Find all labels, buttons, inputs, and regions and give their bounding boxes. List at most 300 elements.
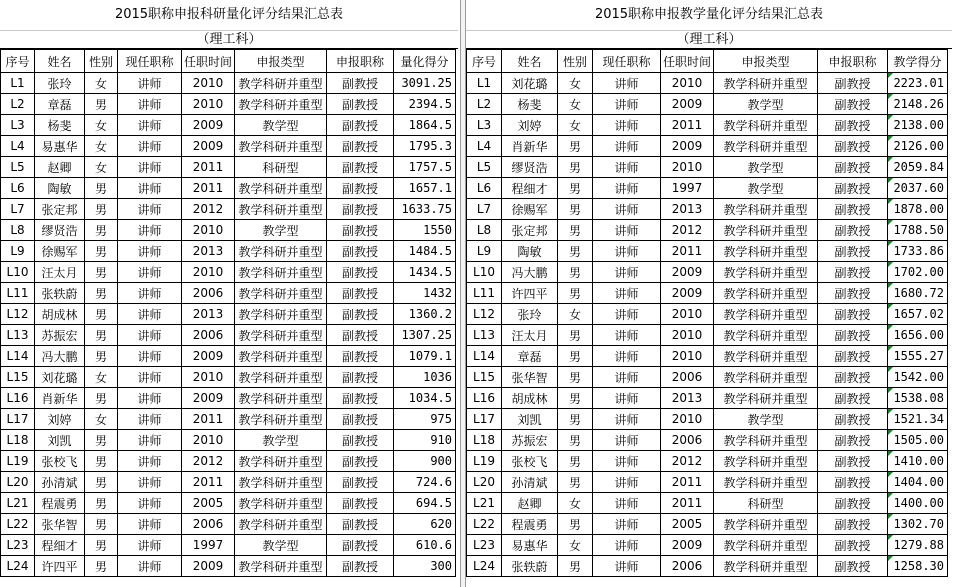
research-cell-application-type: 教学科研并重型 (235, 178, 327, 199)
research-table-row (1, 409, 456, 430)
teaching-cell-name: 许四平 (502, 283, 558, 304)
teaching-cell-current-title: 讲师 (593, 388, 661, 409)
research-header-seq: 序号 (1, 50, 35, 73)
research-cell-score: 1434.5 (394, 262, 456, 283)
research-cell-score: 1360.2 (394, 304, 456, 325)
teaching-table-row (467, 178, 948, 199)
teaching-cell-name: 刘婷 (502, 115, 558, 136)
research-cell-name: 缪贤浩 (35, 220, 85, 241)
teaching-cell-current-title: 讲师 (593, 367, 661, 388)
teaching-cell-seq: L23 (467, 535, 502, 556)
teaching-table-row (467, 94, 948, 115)
teaching-cell-applied-title: 副教授 (818, 199, 888, 220)
teaching-cell-score (888, 325, 948, 346)
research-cell-gender: 女 (85, 136, 118, 157)
teaching-cell-tenure-year: 2010 (661, 325, 714, 346)
research-cell-current-title: 讲师 (118, 199, 182, 220)
research-score-sheet (0, 0, 458, 577)
teaching-cell-gender: 男 (558, 199, 593, 220)
teaching-cell-seq: L17 (467, 409, 502, 430)
teaching-cell-current-title: 讲师 (593, 451, 661, 472)
teaching-cell-applied-title: 副教授 (818, 304, 888, 325)
teaching-cell-tenure-year: 2011 (661, 493, 714, 514)
number-as-text-indicator-icon (888, 178, 893, 183)
research-cell-gender: 男 (85, 283, 118, 304)
teaching-cell-score (888, 367, 948, 388)
teaching-cell-applied-title: 副教授 (818, 73, 888, 94)
research-cell-gender: 男 (85, 304, 118, 325)
teaching-cell-application-type: 教学型 (714, 157, 818, 178)
teaching-cell-name: 苏振宏 (502, 430, 558, 451)
teaching-cell-score (888, 409, 948, 430)
teaching-score-value: 1657.02 (893, 307, 945, 321)
teaching-cell-score (888, 304, 948, 325)
teaching-cell-gender: 男 (558, 556, 593, 577)
research-cell-gender: 男 (85, 220, 118, 241)
research-cell-applied-title: 副教授 (327, 115, 394, 136)
research-cell-applied-title: 副教授 (327, 199, 394, 220)
research-cell-applied-title: 副教授 (327, 388, 394, 409)
research-cell-seq: L6 (1, 178, 35, 199)
teaching-table-title: 2015职称申报教学量化评分结果汇总表 (466, 0, 952, 31)
teaching-score-value: 1302.70 (893, 517, 945, 531)
research-cell-current-title: 讲师 (118, 409, 182, 430)
teaching-cell-applied-title: 副教授 (818, 136, 888, 157)
teaching-cell-applied-title: 副教授 (818, 388, 888, 409)
research-cell-applied-title: 副教授 (327, 325, 394, 346)
teaching-cell-gender: 男 (558, 472, 593, 493)
research-cell-seq: L13 (1, 325, 35, 346)
teaching-cell-applied-title: 副教授 (818, 493, 888, 514)
teaching-score-value: 1521.34 (893, 412, 945, 426)
teaching-cell-gender: 男 (558, 157, 593, 178)
teaching-cell-seq: L16 (467, 388, 502, 409)
teaching-cell-current-title: 讲师 (593, 241, 661, 262)
teaching-cell-seq: L21 (467, 493, 502, 514)
research-table-row (1, 220, 456, 241)
research-table-row (1, 325, 456, 346)
research-cell-tenure-year: 2010 (182, 94, 235, 115)
research-cell-tenure-year: 2005 (182, 493, 235, 514)
teaching-cell-seq: L24 (467, 556, 502, 577)
number-as-text-indicator-icon (888, 94, 893, 99)
teaching-cell-current-title: 讲师 (593, 136, 661, 157)
teaching-cell-tenure-year: 2011 (661, 241, 714, 262)
teaching-cell-applied-title: 副教授 (818, 157, 888, 178)
teaching-cell-application-type: 教学科研并重型 (714, 199, 818, 220)
teaching-cell-applied-title: 副教授 (818, 514, 888, 535)
teaching-table-row (467, 241, 948, 262)
teaching-cell-score (888, 136, 948, 157)
teaching-cell-application-type: 教学科研并重型 (714, 304, 818, 325)
research-cell-seq: L24 (1, 556, 35, 577)
research-cell-application-type: 教学科研并重型 (235, 136, 327, 157)
number-as-text-indicator-icon (888, 430, 893, 435)
research-cell-applied-title: 副教授 (327, 493, 394, 514)
number-as-text-indicator-icon (888, 409, 893, 414)
teaching-cell-name: 胡成林 (502, 388, 558, 409)
research-cell-seq: L16 (1, 388, 35, 409)
teaching-cell-applied-title: 副教授 (818, 220, 888, 241)
research-cell-seq: L14 (1, 346, 35, 367)
research-cell-score: 1795.3 (394, 136, 456, 157)
research-cell-gender: 男 (85, 94, 118, 115)
research-cell-gender: 男 (85, 346, 118, 367)
research-cell-application-type: 教学科研并重型 (235, 325, 327, 346)
teaching-score-value: 1656.00 (893, 328, 945, 342)
research-cell-score: 910 (394, 430, 456, 451)
research-table-row (1, 514, 456, 535)
research-cell-name: 刘花璐 (35, 367, 85, 388)
number-as-text-indicator-icon (888, 73, 893, 78)
research-table-row (1, 157, 456, 178)
teaching-table-row (467, 73, 948, 94)
research-cell-current-title: 讲师 (118, 262, 182, 283)
teaching-cell-name: 杨斐 (502, 94, 558, 115)
research-header-tenure-year: 任职时间 (182, 50, 235, 73)
research-cell-application-type: 教学科研并重型 (235, 199, 327, 220)
research-cell-tenure-year: 2009 (182, 346, 235, 367)
number-as-text-indicator-icon (888, 514, 893, 519)
teaching-score-value: 1410.00 (893, 454, 945, 468)
teaching-cell-application-type: 教学型 (714, 409, 818, 430)
teaching-cell-tenure-year: 2011 (661, 115, 714, 136)
research-table-row (1, 451, 456, 472)
research-cell-applied-title: 副教授 (327, 220, 394, 241)
number-as-text-indicator-icon (888, 556, 893, 561)
research-cell-score: 620 (394, 514, 456, 535)
research-cell-seq: L3 (1, 115, 35, 136)
teaching-cell-current-title: 讲师 (593, 514, 661, 535)
research-table-body (1, 73, 456, 577)
research-cell-application-type: 教学型 (235, 430, 327, 451)
research-cell-gender: 女 (85, 115, 118, 136)
research-table-row (1, 304, 456, 325)
teaching-cell-seq: L22 (467, 514, 502, 535)
research-table-row (1, 241, 456, 262)
teaching-cell-gender: 女 (558, 73, 593, 94)
teaching-cell-seq: L2 (467, 94, 502, 115)
research-cell-applied-title: 副教授 (327, 136, 394, 157)
research-table-row (1, 199, 456, 220)
teaching-table-row (467, 262, 948, 283)
research-header-score: 量化得分 (394, 50, 456, 73)
research-cell-current-title: 讲师 (118, 220, 182, 241)
number-as-text-indicator-icon (888, 199, 893, 204)
research-cell-score: 1757.5 (394, 157, 456, 178)
research-cell-name: 徐赐军 (35, 241, 85, 262)
research-cell-name: 刘婷 (35, 409, 85, 430)
research-cell-gender: 男 (85, 430, 118, 451)
research-cell-tenure-year: 2013 (182, 241, 235, 262)
teaching-table-row (467, 115, 948, 136)
research-cell-gender: 男 (85, 472, 118, 493)
research-cell-current-title: 讲师 (118, 556, 182, 577)
teaching-cell-applied-title: 副教授 (818, 367, 888, 388)
teaching-cell-applied-title: 副教授 (818, 409, 888, 430)
teaching-cell-gender: 男 (558, 514, 593, 535)
teaching-cell-seq: L11 (467, 283, 502, 304)
teaching-cell-applied-title: 副教授 (818, 283, 888, 304)
research-cell-seq: L21 (1, 493, 35, 514)
research-cell-seq: L17 (1, 409, 35, 430)
teaching-table-row (467, 367, 948, 388)
teaching-cell-seq: L4 (467, 136, 502, 157)
teaching-header-score: 教学得分 (888, 50, 948, 73)
research-cell-seq: L11 (1, 283, 35, 304)
research-cell-application-type: 教学科研并重型 (235, 304, 327, 325)
teaching-cell-gender: 男 (558, 451, 593, 472)
number-as-text-indicator-icon (888, 136, 893, 141)
research-cell-application-type: 教学科研并重型 (235, 94, 327, 115)
teaching-cell-gender: 男 (558, 283, 593, 304)
teaching-cell-name: 陶敏 (502, 241, 558, 262)
teaching-cell-application-type: 教学型 (714, 94, 818, 115)
research-cell-seq: L23 (1, 535, 35, 556)
research-cell-name: 赵卿 (35, 157, 85, 178)
research-cell-gender: 男 (85, 325, 118, 346)
teaching-cell-seq: L10 (467, 262, 502, 283)
research-cell-tenure-year: 2009 (182, 388, 235, 409)
research-cell-gender: 男 (85, 451, 118, 472)
research-table-row (1, 535, 456, 556)
teaching-cell-name: 赵卿 (502, 493, 558, 514)
teaching-cell-applied-title: 副教授 (818, 241, 888, 262)
teaching-cell-tenure-year: 2012 (661, 220, 714, 241)
number-as-text-indicator-icon (888, 451, 893, 456)
teaching-cell-tenure-year: 2012 (661, 451, 714, 472)
research-cell-current-title: 讲师 (118, 178, 182, 199)
teaching-cell-score (888, 199, 948, 220)
research-cell-current-title: 讲师 (118, 514, 182, 535)
research-cell-current-title: 讲师 (118, 304, 182, 325)
teaching-table-row (467, 430, 948, 451)
teaching-cell-name: 肖新华 (502, 136, 558, 157)
teaching-cell-score (888, 430, 948, 451)
teaching-cell-applied-title: 副教授 (818, 178, 888, 199)
research-table-row (1, 493, 456, 514)
research-cell-name: 张定邦 (35, 199, 85, 220)
research-cell-name: 张轶蔚 (35, 283, 85, 304)
teaching-table-row (467, 157, 948, 178)
research-cell-score: 1432 (394, 283, 456, 304)
research-cell-seq: L12 (1, 304, 35, 325)
teaching-table-row (467, 409, 948, 430)
research-cell-seq: L15 (1, 367, 35, 388)
research-cell-applied-title: 副教授 (327, 556, 394, 577)
teaching-header-name: 姓名 (502, 50, 558, 73)
teaching-header-tenure-year: 任职时间 (661, 50, 714, 73)
research-table-title: 2015职称申报科研量化评分结果汇总表 (0, 0, 458, 31)
teaching-cell-current-title: 讲师 (593, 178, 661, 199)
research-cell-current-title: 讲师 (118, 493, 182, 514)
teaching-cell-score (888, 514, 948, 535)
research-cell-application-type: 教学科研并重型 (235, 241, 327, 262)
teaching-cell-application-type: 教学科研并重型 (714, 451, 818, 472)
research-cell-score: 694.5 (394, 493, 456, 514)
teaching-cell-gender: 男 (558, 262, 593, 283)
research-cell-application-type: 教学科研并重型 (235, 346, 327, 367)
research-cell-name: 刘凯 (35, 430, 85, 451)
teaching-cell-score (888, 346, 948, 367)
teaching-cell-score (888, 241, 948, 262)
research-cell-application-type: 教学科研并重型 (235, 409, 327, 430)
teaching-cell-applied-title: 副教授 (818, 535, 888, 556)
teaching-cell-seq: L1 (467, 73, 502, 94)
teaching-table-row (467, 514, 948, 535)
research-cell-score: 1034.5 (394, 388, 456, 409)
research-cell-seq: L7 (1, 199, 35, 220)
research-cell-applied-title: 副教授 (327, 472, 394, 493)
teaching-cell-seq: L14 (467, 346, 502, 367)
teaching-cell-seq: L7 (467, 199, 502, 220)
teaching-cell-name: 汪太月 (502, 325, 558, 346)
teaching-cell-score (888, 451, 948, 472)
research-cell-seq: L2 (1, 94, 35, 115)
research-cell-score: 1864.5 (394, 115, 456, 136)
teaching-cell-application-type: 教学科研并重型 (714, 514, 818, 535)
research-cell-gender: 男 (85, 388, 118, 409)
teaching-cell-application-type: 教学科研并重型 (714, 367, 818, 388)
teaching-cell-tenure-year: 2005 (661, 514, 714, 535)
teaching-cell-current-title: 讲师 (593, 409, 661, 430)
teaching-score-value: 1505.00 (893, 433, 945, 447)
research-cell-applied-title: 副教授 (327, 430, 394, 451)
research-cell-tenure-year: 2010 (182, 430, 235, 451)
research-cell-gender: 女 (85, 73, 118, 94)
teaching-cell-application-type: 教学科研并重型 (714, 535, 818, 556)
research-cell-name: 陶敏 (35, 178, 85, 199)
research-cell-gender: 女 (85, 157, 118, 178)
teaching-cell-seq: L20 (467, 472, 502, 493)
research-cell-score: 724.6 (394, 472, 456, 493)
teaching-cell-score (888, 157, 948, 178)
teaching-cell-gender: 男 (558, 241, 593, 262)
number-as-text-indicator-icon (888, 472, 893, 477)
research-cell-applied-title: 副教授 (327, 451, 394, 472)
teaching-cell-gender: 男 (558, 430, 593, 451)
teaching-cell-seq: L15 (467, 367, 502, 388)
research-cell-seq: L8 (1, 220, 35, 241)
number-as-text-indicator-icon (888, 535, 893, 540)
teaching-score-value: 2138.00 (893, 118, 945, 132)
teaching-score-table (466, 49, 948, 577)
teaching-cell-current-title: 讲师 (593, 94, 661, 115)
research-cell-tenure-year: 1997 (182, 535, 235, 556)
teaching-cell-tenure-year: 2013 (661, 388, 714, 409)
teaching-cell-current-title: 讲师 (593, 430, 661, 451)
teaching-cell-current-title: 讲师 (593, 325, 661, 346)
teaching-cell-name: 孙清斌 (502, 472, 558, 493)
research-cell-current-title: 讲师 (118, 535, 182, 556)
number-as-text-indicator-icon (888, 220, 893, 225)
research-cell-application-type: 教学科研并重型 (235, 451, 327, 472)
research-cell-name: 冯大鹏 (35, 346, 85, 367)
research-cell-score: 975 (394, 409, 456, 430)
research-cell-current-title: 讲师 (118, 388, 182, 409)
teaching-cell-application-type: 教学科研并重型 (714, 346, 818, 367)
research-table-row (1, 367, 456, 388)
research-header-name: 姓名 (35, 50, 85, 73)
teaching-score-value: 1279.88 (893, 538, 945, 552)
teaching-cell-name: 张华智 (502, 367, 558, 388)
teaching-cell-name: 冯大鹏 (502, 262, 558, 283)
teaching-score-value: 1878.00 (893, 202, 945, 216)
teaching-header-applied-title: 申报职称 (818, 50, 888, 73)
research-cell-current-title: 讲师 (118, 115, 182, 136)
teaching-cell-seq: L9 (467, 241, 502, 262)
teaching-cell-applied-title: 副教授 (818, 325, 888, 346)
teaching-cell-application-type: 教学科研并重型 (714, 220, 818, 241)
teaching-table-row (467, 535, 948, 556)
teaching-header-current-title: 现任职称 (593, 50, 661, 73)
teaching-score-value: 1542.00 (893, 370, 945, 384)
teaching-cell-application-type: 教学型 (714, 178, 818, 199)
number-as-text-indicator-icon (888, 157, 893, 162)
research-cell-score: 300 (394, 556, 456, 577)
research-cell-tenure-year: 2012 (182, 199, 235, 220)
teaching-cell-applied-title: 副教授 (818, 115, 888, 136)
teaching-cell-applied-title: 副教授 (818, 430, 888, 451)
research-cell-tenure-year: 2006 (182, 514, 235, 535)
teaching-cell-score (888, 472, 948, 493)
teaching-cell-tenure-year: 2006 (661, 430, 714, 451)
teaching-cell-tenure-year: 2006 (661, 367, 714, 388)
teaching-score-value: 1680.72 (893, 286, 945, 300)
teaching-cell-gender: 女 (558, 115, 593, 136)
teaching-score-sheet (466, 0, 952, 577)
research-cell-current-title: 讲师 (118, 136, 182, 157)
research-cell-application-type: 教学型 (235, 535, 327, 556)
teaching-cell-tenure-year: 2006 (661, 556, 714, 577)
research-cell-applied-title: 副教授 (327, 178, 394, 199)
teaching-cell-score (888, 283, 948, 304)
research-cell-score: 610.6 (394, 535, 456, 556)
teaching-cell-gender: 男 (558, 136, 593, 157)
teaching-cell-tenure-year: 2009 (661, 535, 714, 556)
research-cell-applied-title: 副教授 (327, 262, 394, 283)
teaching-cell-name: 易惠华 (502, 535, 558, 556)
teaching-cell-score (888, 220, 948, 241)
teaching-table-row (467, 220, 948, 241)
research-cell-name: 章磊 (35, 94, 85, 115)
teaching-cell-gender: 女 (558, 94, 593, 115)
teaching-cell-gender: 男 (558, 409, 593, 430)
research-cell-applied-title: 副教授 (327, 535, 394, 556)
research-cell-name: 汪太月 (35, 262, 85, 283)
research-cell-tenure-year: 2009 (182, 115, 235, 136)
teaching-cell-application-type: 教学科研并重型 (714, 73, 818, 94)
teaching-cell-name: 缪贤浩 (502, 157, 558, 178)
teaching-cell-application-type: 教学科研并重型 (714, 115, 818, 136)
research-cell-tenure-year: 2010 (182, 367, 235, 388)
research-cell-tenure-year: 2010 (182, 220, 235, 241)
research-cell-seq: L5 (1, 157, 35, 178)
teaching-cell-name: 张定邦 (502, 220, 558, 241)
teaching-cell-gender: 男 (558, 346, 593, 367)
teaching-cell-applied-title: 副教授 (818, 472, 888, 493)
teaching-table-row (467, 556, 948, 577)
teaching-cell-application-type: 教学科研并重型 (714, 388, 818, 409)
teaching-score-value: 1258.30 (893, 559, 945, 573)
research-cell-score: 1550 (394, 220, 456, 241)
research-cell-gender: 女 (85, 367, 118, 388)
teaching-cell-gender: 女 (558, 493, 593, 514)
teaching-cell-seq: L6 (467, 178, 502, 199)
research-cell-tenure-year: 2010 (182, 73, 235, 94)
teaching-cell-gender: 女 (558, 304, 593, 325)
research-cell-applied-title: 副教授 (327, 241, 394, 262)
